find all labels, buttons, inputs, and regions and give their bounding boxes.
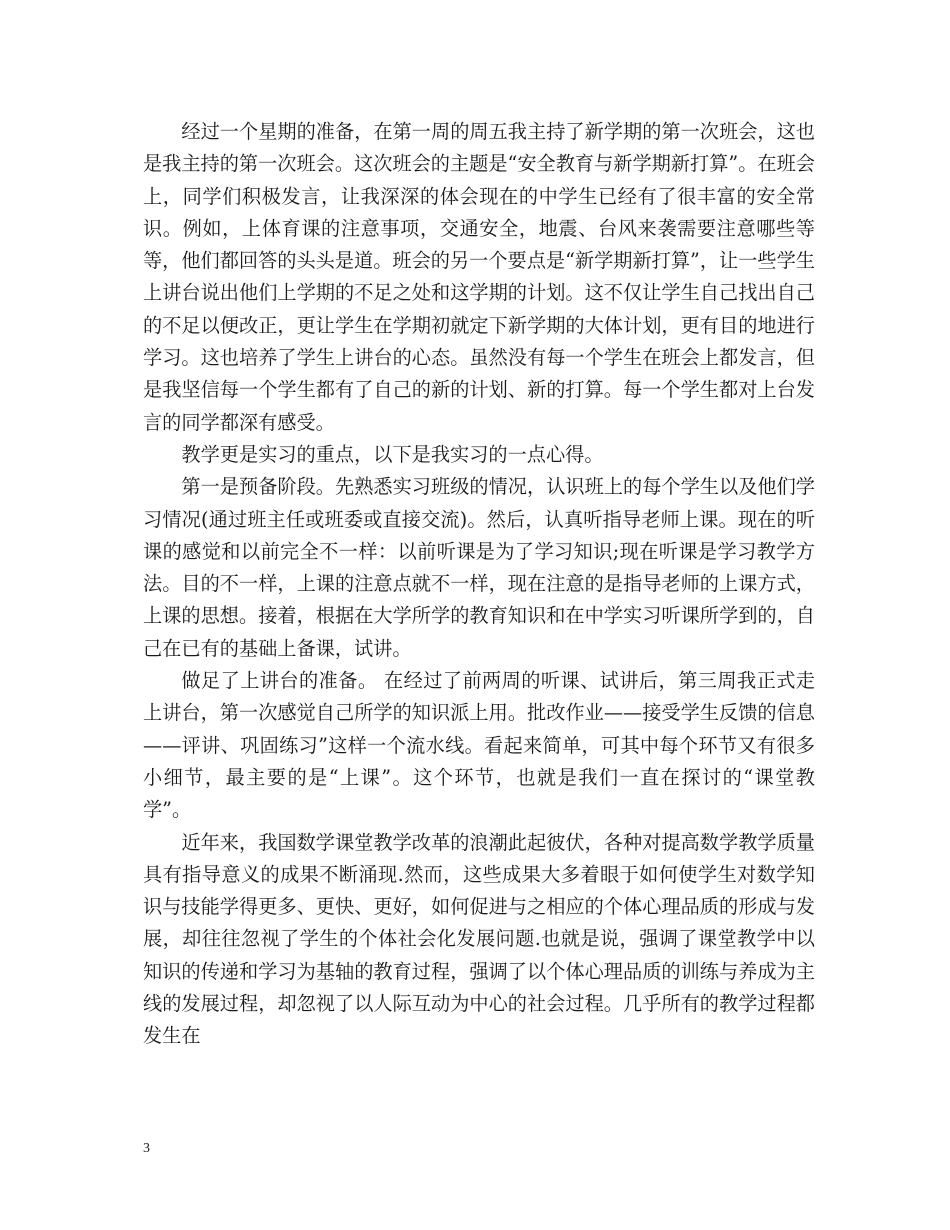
page-number: 3 bbox=[143, 1141, 150, 1156]
document-body bbox=[143, 116, 815, 1053]
paragraph-teaching-focus: 教学更是实习的重点，以下是我实习的一点心得。 bbox=[181, 442, 604, 466]
paragraph-class-meeting: 经过一个星期的准备，在第一周的周五我主持了新学期的第一次班会，这也是我主持的第一次班会。这次班会的主题是“安全教育与新学期新打算”。在班会上，同学们积极发言，让我深深的体会现在的中学生已经有了很丰富的安全常识。例如，上体育课的注意事项，交通安全，地震、台风来袭需要注意哪些等等，他们都回答的头头是道。班会的另一个要点是“新学期新打算”，让一些学生上讲台说出他们上学期的不足之处和这学期的计划。这不仅让学生自己找出自己的不足以便改正，更让学生在学期初就定下新学期的大体计划，更有目的地进行学习。这也培养了学生上讲台的心态。虽然没有每一个学生在班会上都发言，但是我坚信每一个学生都有了自己的新的计划、新的打算。每一个学生都对上台发言的同学都深有感受。 bbox=[143, 120, 815, 434]
paragraph-podium-ready: 做足了上讲台的准备。 在经过了前两周的听课、试讲后，第三周我正式走上讲台，第一次感觉自己所学的知识派上用。批改作业——接受学生反馈的信息——评讲、巩固练习”这样一个流水线。看起来简单，可其中每个环节又有很多小细节，最主要的是“上课”。这个环节，也就是我们一直在探讨的“课堂教学”。 bbox=[143, 669, 815, 822]
paragraph-math-reform: 近年来，我国数学课堂教学改革的浪潮此起彼伏，各种对提高数学教学质量具有指导意义的成果不断涌现.然而，这些成果大多着眼于如何使学生对数学知识与技能学得更多、更快、更好，如何促进与之相应的个体心理品质的形成与发展，却往往忽视了学生的个体社会化发展问题.也就是说，强调了课堂教学中以知识的传递和学习为基轴的教育过程，强调了以个体心理品质的训练与养成为主线的发展过程，却忽视了以人际互动为中心的社会过程。几乎所有的教学过程都发生在 bbox=[143, 830, 815, 1048]
paragraph-preparation-stage: 第一是预备阶段。先熟悉实习班级的情况，认识班上的每个学生以及他们学习情况(通过班主任或班委或直接交流)。然后，认真听指导老师上课。现在的听课的感觉和以前完全不一样：以前听课是为了学习知识;现在听课是学习教学方法。目的不一样，上课的注意点就不一样，现在注意的是指导老师的上课方式，上课的思想。接着，根据在大学所学的教育知识和在中学实习听课所学到的，自己在已有的基础上备课，试讲。 bbox=[143, 475, 815, 660]
